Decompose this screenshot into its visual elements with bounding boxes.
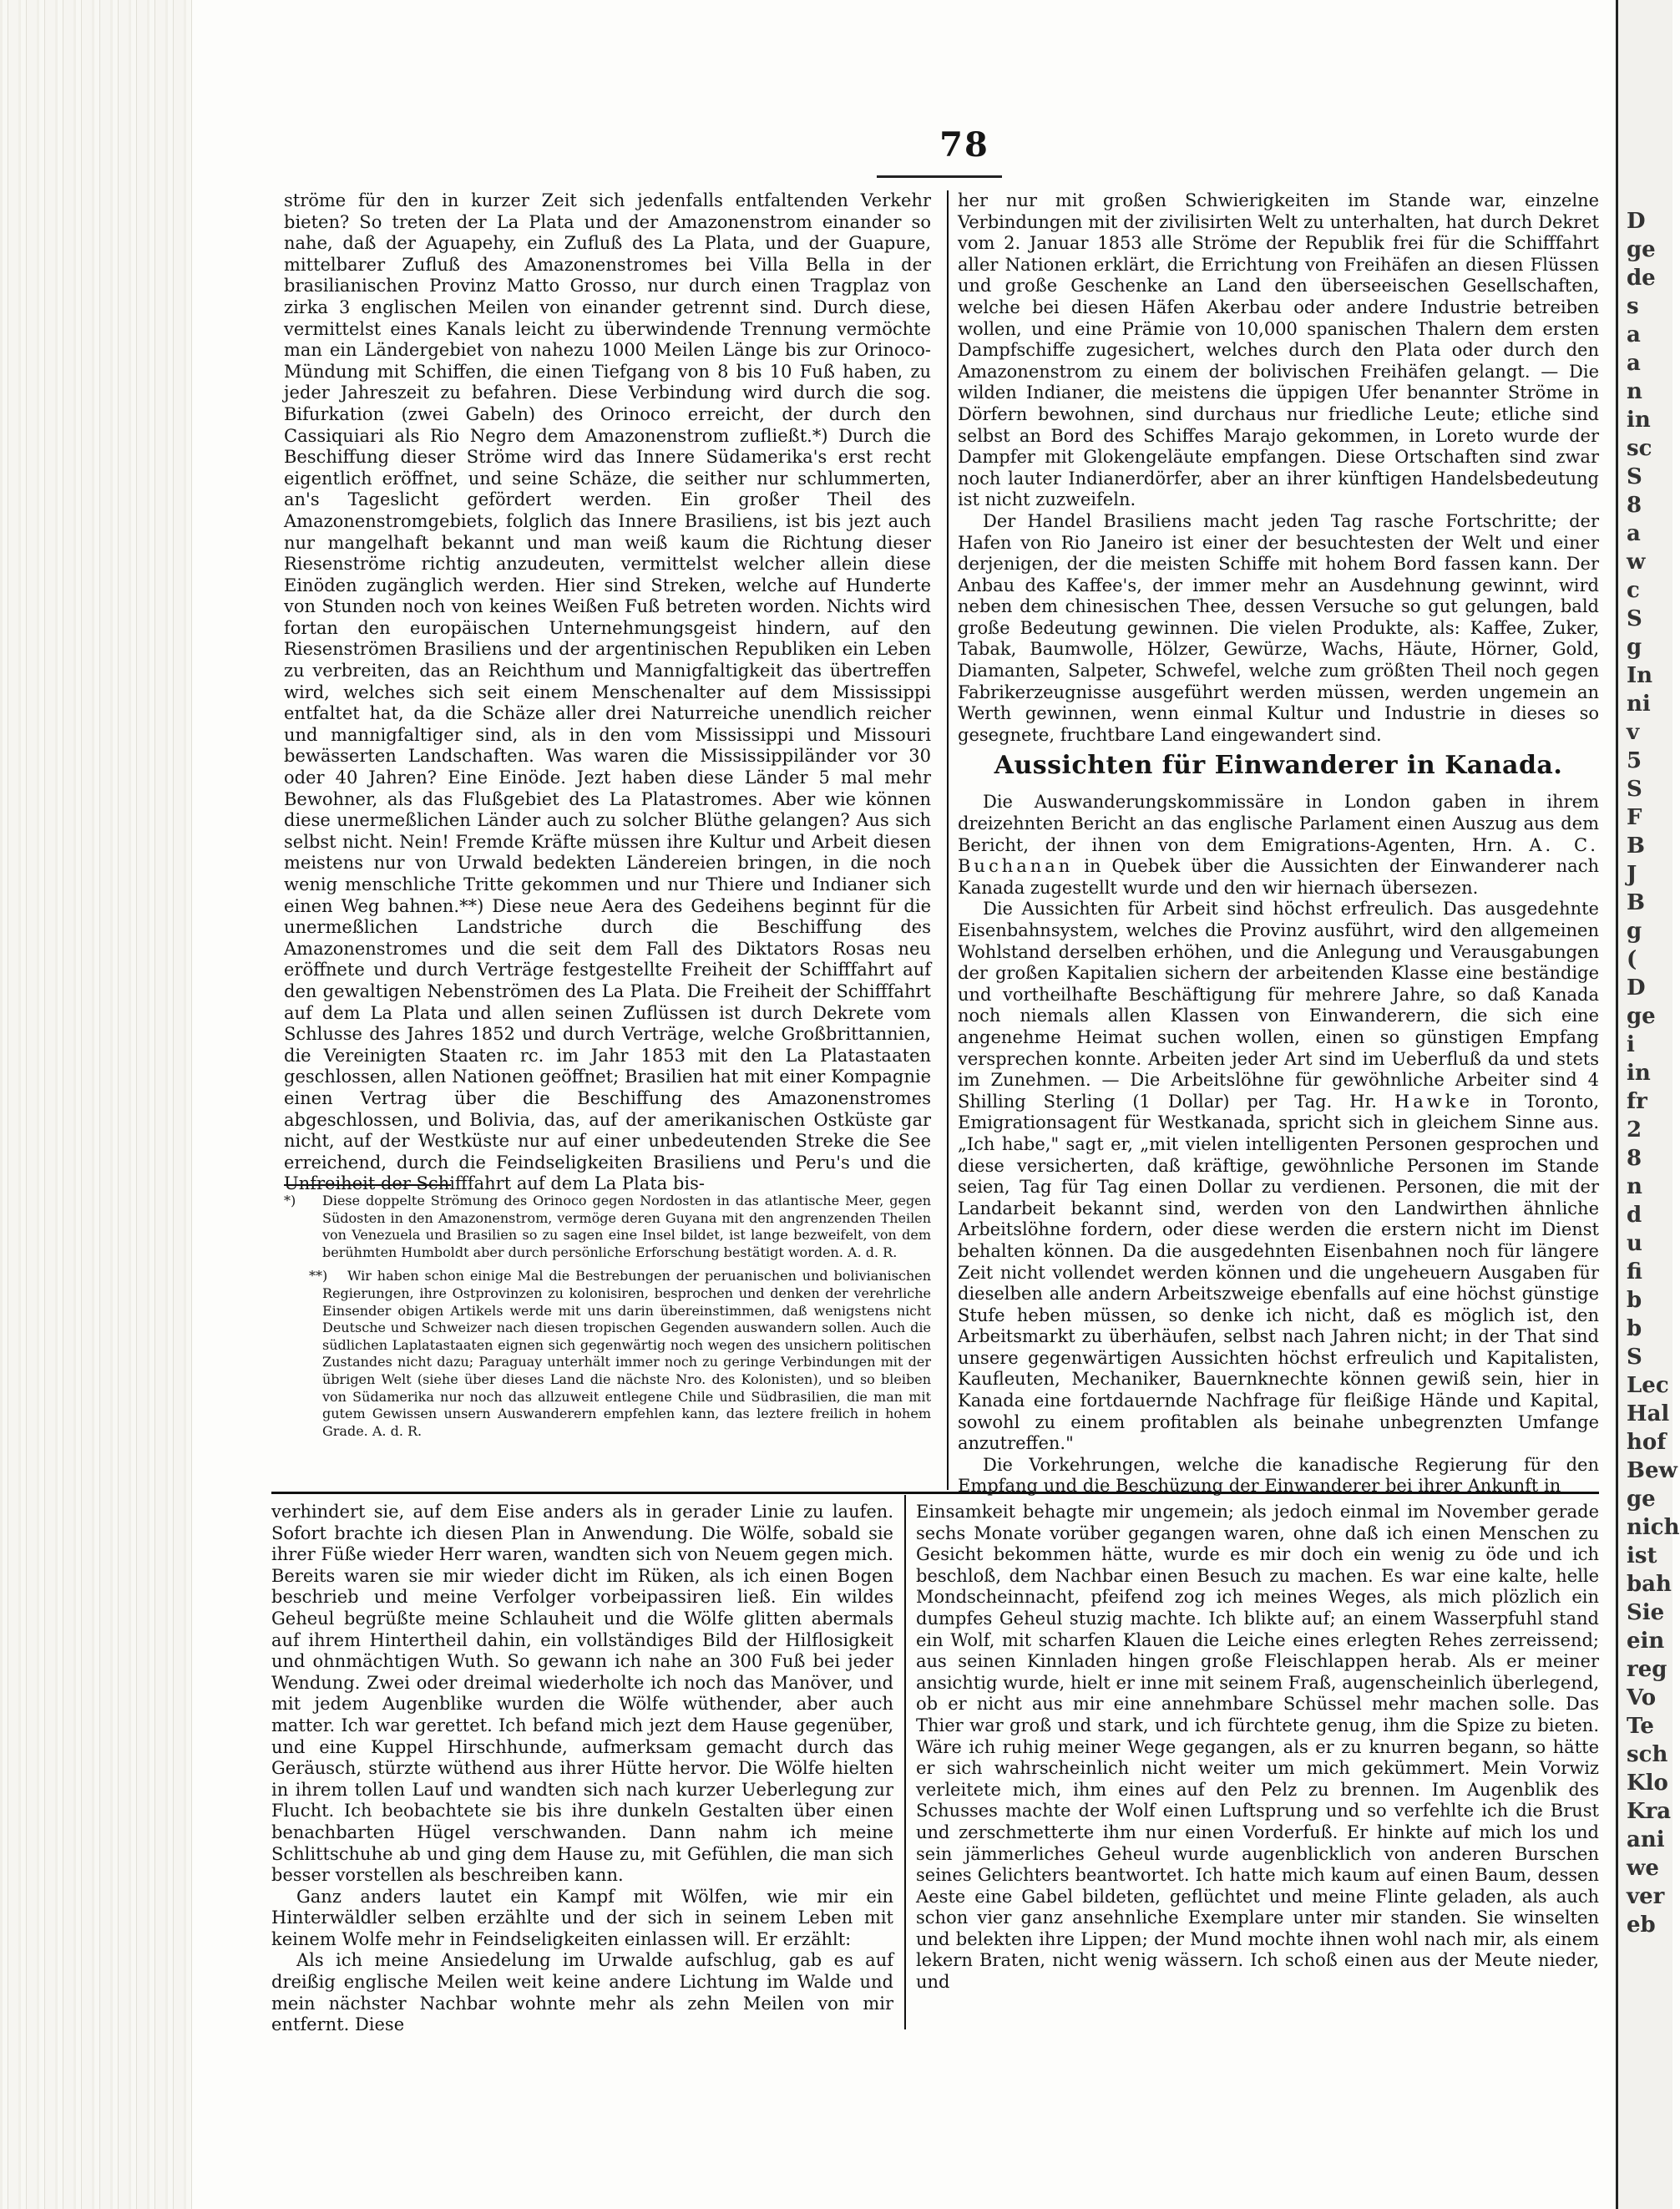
column-top-left	[284, 190, 931, 1194]
adjoining-page-fragment: S	[1627, 1345, 1642, 1370]
adjoining-page-fragment: 8	[1627, 493, 1642, 518]
adjoining-page-fragment: a	[1627, 521, 1641, 546]
page-number: 78	[939, 125, 989, 165]
adjoining-page-fragment: de	[1627, 266, 1656, 291]
adjoining-page-fragment: u	[1627, 1231, 1642, 1256]
footnote-2	[284, 1268, 931, 1440]
adjoining-page-fragment: in	[1627, 408, 1651, 433]
story-paragraph: Als ich meine Ansiedelung im Urwalde aufschlug, gab es auf dreißig englische Meilen weit keine andere Lichtung im Walde und mein nächster Nachbar wohnte mehr als zehn Meilen von mir entfernt. Diese	[271, 1950, 893, 2035]
adjoining-page-fragment: fi	[1627, 1259, 1642, 1284]
adjoining-page-fragment: ge	[1627, 1004, 1656, 1029]
adjoining-page-fragment: D	[1627, 209, 1646, 234]
adjoining-page-fragment: 2	[1627, 1117, 1642, 1142]
adjoining-page-fragment: ani	[1627, 1827, 1665, 1852]
footnote-text: Wir haben schon einige Mal die Bestrebungen der peruanischen und bolivianischen Regierungen, ihre Ostprovinzen zu kolonisiren, besprochen und denken der verehrliche Einsender obigen Artikels werde mit uns darin übereinstimmen, daß wenigstens nicht Deutsche und Schweizer nach diesen tropischen Gegenden auswandern sollen. Auch die südlichen Laplatastaaten eignen sich gegenwärtig noch wegen des unsichern politischen Zustandes nicht dazu; Paraguay unterhält immer noch zu geringe Verbindungen mit der übrigen Welt (siehe über dieses Land die nächste Nro. des Kolonisten), und so bleiben von Südamerika nur noch das allzuweit entlegene Chile und Südbrasilien, die man mit gutem Gewissen unsern Auswanderern empfehlen kann, das leztere freilich in hohem Grade. A. d. R.	[322, 1268, 931, 1439]
adjoining-page-fragment: v	[1627, 720, 1640, 745]
article-heading: Aussichten für Einwanderer in Kanada.	[994, 751, 1563, 781]
adjoining-page-fragment: n	[1627, 379, 1642, 404]
article-body-paragraph: Der Handel Brasiliens macht jeden Tag rasche Fortschritte; der Hafen von Rio Janeiro ist einer der besuchtesten der Welt und einer derjenigen, der die meisten Schiffe mit hohem Bord fassen kann. Der Anbau des Kaffee's, der immer mehr an Ausdehnung gewinnt, wird neben dem chinesischen Thee, dessen Versuche so gut gelungen, bald große Bedeutung gewinnen. Die vielen Produkte, als: Kaffee, Zuker, Tabak, Baumwolle, Hölzer, Gewürze, Wachs, Häute, Hörner, Gold, Diamanten, Salpeter, Schwefel, welche zum größten Theil noch gegen Fabrikerzeugnisse ausgeführt werden müssen, werden ungemein an Werth gewinnen, wenn einmal Kultur und Industrie in dieses so gesegnete, fruchtbare Land eingewandert sind.	[958, 510, 1599, 745]
adjoining-page-fragment: bah	[1627, 1572, 1672, 1597]
adjoining-page-fragment: B	[1627, 890, 1645, 915]
adjoining-page-fragment: (	[1627, 947, 1637, 972]
adjoining-page-fragment: Klo	[1627, 1771, 1668, 1796]
footnotes	[284, 1193, 931, 1487]
adjoining-page-fragment: S	[1627, 777, 1642, 802]
adjoining-page-fragment: reg	[1627, 1657, 1667, 1682]
adjoining-page-fragment: F	[1627, 805, 1642, 830]
adjoining-page-fragment: a	[1627, 322, 1641, 347]
adjoining-page-fragment: s	[1627, 294, 1639, 319]
adjoining-page-fragment: c	[1627, 578, 1640, 603]
adjoining-page-fragment: n	[1627, 1174, 1642, 1199]
footnote-mark: *)	[284, 1193, 296, 1208]
adjoining-page-fragment: eb	[1627, 1913, 1656, 1938]
adjoining-page-fragment: hof	[1627, 1430, 1667, 1455]
adjoining-page-fragment: w	[1627, 550, 1646, 575]
adjoining-page-fragment: 5	[1627, 748, 1642, 773]
adjoining-page-fragment: ge	[1627, 1487, 1656, 1512]
adjoining-page-fragment: ni	[1627, 692, 1651, 717]
story-paragraph: Ganz anders lautet ein Kampf mit Wölfen, wie mir ein Hinterwäldler selben erzählte und der sich in seinem Leben mit keinem Wolfe mehr in Feindseligkeiten einlassen will. Er erzählt:	[271, 1886, 893, 1949]
adjoining-page-fragment: Bew	[1627, 1458, 1677, 1483]
column-divider-top	[947, 190, 949, 1490]
column-bottom-left	[271, 1502, 893, 2035]
article-body-paragraph: Die Auswanderungskommissäre in London gaben in ihrem dreizehnten Bericht an das englische Parlament einen Auszug aus dem Bericht, der ihnen von dem Emigrations-Agenten, Hrn. A. C. Buchanan in Quebek über die Aussichten der Einwanderer nach Kanada zugestellt wurde und den wir hiernach übersezen.	[958, 792, 1599, 898]
adjoining-page-fragment: g	[1627, 635, 1642, 660]
adjoining-page-fragment: Lec	[1627, 1373, 1669, 1398]
page-right-edge	[1616, 0, 1680, 2209]
adjoining-page-fragment: ge	[1627, 237, 1656, 262]
adjoining-page-fragment: In	[1627, 663, 1653, 688]
page-number-rule	[877, 175, 1002, 178]
article-body-paragraph: ströme für den in kurzer Zeit sich jedenfalls entfaltenden Verkehr bieten? So treten der La Plata und der Amazonenstrom einander so nahe, daß der Aguapehy, ein Zufluß des La Plata, und der Guapure, mittelbarer Zufluß des Amazonenstromes bei Villa Bella in der brasilianischen Provinz Matto Grosso, nur durch einen Tragplaz von zirka 3 englischen Meilen von einander getrennt sind. Durch diese, vermittelst eines Kanals leicht zu überwindende Trennung vermöchte man ein Ländergebiet von nahezu 1000 Meilen Länge bis zur Orinoco-Mündung mit Schiffen, die einen Tiefgang von 8 bis 10 Fuß haben, zu jeder Jahreszeit zu befahren. Diese Verbindung wird durch die sog. Bifurkation (zwei Gabeln) des Orinoco erreicht, der durch den Cassiquiari als Rio Negro dem Amazonenstrom zufließt.*) Durch die Beschiffung dieser Ströme wird das Innere Südamerika's erst recht eigentlich eröffnet, und seine Schäze, die seither nur schlummerten, an's Tageslicht gefördert werden. Ein großer Theil des Amazonenstromgebiets, folglich das Innere Brasiliens, ist bis jezt auch nur mangelhaft bekannt und man weiß kaum die Richtung dieser Riesenströme richtig anzudeuten, vermittelst welcher allein diese Einöden zugänglich werden. Hier sind Streken, welche auf Hunderte von Stunden noch von keines Weißen Fuß betreten worden. Nichts wird fortan den europäischen Unternehmungsgeist hindern, auf den Riesenströmen Brasiliens und der argentinischen Republiken ein Leben zu verbreiten, das an Reichthum und Mannigfaltigkeit das übertreffen wird, welches sich seit einem Menschenalter auf dem Mississippi entfaltet hat, da die Schäze aller drei Naturreiche unendlich reicher und mannigfaltiger sind, als in den vom Mississippi und Missouri bewässerten Landschaften. Was waren die Mississippiländer vor 30 oder 40 Jahren? Eine Einöde. Jezt haben diese Länder 5 mal mehr Bewohner, als das Flußgebiet des La Platastromes. Aber wie können diese unermeßlichen Länder auch zu solcher Blüthe gelangen? Aus sich selbst nicht. Nein! Fremde Kräfte müssen ihre Kultur und Arbeit diesen meistens nur von Urwald bedekten Ländereien bringen, in die noch wenig menschliche Tritte gekommen und nur Thiere und Indianer sich einen Weg bahnen.**) Diese neue Aera des Gedeihens beginnt für die unermeßlichen Landstriche durch die Beschiffung des Amazonenstromes und die seit dem Fall des Diktators Rosas neu eröffnete und durch Verträge festgestellte Freiheit der Schifffahrt auf den gewaltigen Nebenströmen des La Plata. Die Freiheit der Schifffahrt auf dem La Plata und allen seinen Zuflüssen ist durch Dekrete vom Schlusse des Jahres 1852 und durch Verträge, welche Großbrittannien, die Vereinigten Staaten rc. im Jahr 1853 mit den La Platastaaten geschlossen, allen Nationen geöffnet; Brasilien hat mit einer Kompagnie einen Vertrag über die Beschiffung des Amazonenstromes abgeschlossen, und Bolivia, das, auf der amerikanischen Ostküste gar nicht, auf der Westküste nur auf einer unbedeutenden Streke die See erreichend, durch die Feindseligkeiten Brasiliens und Peru's und die Unfreiheit der Schifffahrt auf dem La Plata bis-	[284, 190, 931, 1194]
adjoining-page-fragment: Sie	[1627, 1600, 1665, 1625]
column-top-right	[958, 190, 1599, 1497]
article-body-paragraph: Die Vorkehrungen, welche die kanadische Regierung für den Empfang und die Beschüzung der Einwanderer bei ihrer Ankunft in	[958, 1454, 1599, 1497]
adjoining-page-fragment: a	[1627, 351, 1641, 376]
adjoining-page-fragment: sc	[1627, 436, 1652, 461]
footnote-1	[284, 1193, 931, 1261]
adjoining-page-fragment: S	[1627, 464, 1642, 489]
article-body-paragraph: Die Aussichten für Arbeit sind höchst erfreulich. Das ausgedehnte Eisenbahnsystem, welches die Provinz ausführt, wird den allgemeinen Wohlstand derselben erhöhen, und die Anlegung und Verausgabungen der großen Kapitalien sichern der arbeitenden Klasse eine beständige und vortheilhafte Beschäftigung für mehrere Jahre, so daß Kanada noch niemals allen Klassen von Einwanderern, die sich eine angenehme Heimat suchen wollen, einen so günstigen Empfang versprechen konnte. Arbeiten jeder Art sind im Ueberfluß da und stets im Zunehmen. — Die Arbeitslöhne für gewöhnliche Arbeiter sind 4 Shilling Sterling (1 Dollar) per Tag. Hr. Hawke in Toronto, Emigrationsagent für Westkanada, spricht sich in gleichem Sinne aus. „Ich habe," sagt er, „mit vielen intelligenten Personen gesprochen und diese versicherten, daß kräftige, gewöhnliche Personen im Stande seien, Tag für Tag einen Dollar zu verdienen. Personen, die mit der Landarbeit bekannt sind, werden von den Landwirthen ähnliche Arbeitslöhne fordern, oder diese werden die erstern nicht im Dienst behalten können. Da die ausgedehnten Eisenbahnen noch für längere Zeit nicht vollendet werden können und die ungeheuern Ausgaben für dieselben alle andern Arbeitszweige ebenfalls auf eine höchst günstige Stufe heben müssen, so denke ich nicht, daß es möglich ist, den Arbeitsmarkt zu überhäufen, selbst nach Jahren nicht; in der That sind unsere gegenwärtigen Aussichten höchst erfreulich und Kapitalisten, Kaufleuten, Mechaniker, Bauernknechte können gewiß sein, hier in Kanada eine fortdauernde Nachfrage für fleißige Hände und Kapital, sowohl zu einem profitablen als beinahe unbegrenzten Umfange anzutreffen."	[958, 899, 1599, 1454]
adjoining-page-fragment: nich	[1627, 1515, 1680, 1540]
adjoining-page-fragment: Hal	[1627, 1401, 1670, 1426]
adjoining-page-fragment: D	[1627, 975, 1646, 1001]
adjoining-page-fragment: ein	[1627, 1629, 1665, 1654]
person-name: A. C. Buchanan	[958, 834, 1599, 877]
footnote-text: Diese doppelte Strömung des Orinoco gegen Nordosten in das atlantische Meer, gegen Südosten in den Amazonenstrom, vermöge deren Guyana mit den angrenzenden Theilen von Venezuela und Brasilien so zu sagen eine Insel bildet, ist lange bezweifelt, von dem berühmten Humboldt aber durch persönliche Erforschung bestätigt worden. A. d. R.	[322, 1193, 931, 1260]
adjoining-page-fragment: d	[1627, 1203, 1642, 1228]
column-divider-bottom	[904, 1495, 906, 2029]
adjoining-page-fragment: b	[1627, 1316, 1642, 1341]
story-paragraph: verhindert sie, auf dem Eise anders als in gerader Linie zu laufen. Sofort brachte ich diesen Plan in Anwendung. Die Wölfe, sobald sie ihrer Füße wieder Herr waren, wandten sich von Neuem gegen mich. Bereits waren sie mir wieder dicht im Rüken, als ich einen Bogen beschrieb und meine Verfolger vorbeipassiren ließ. Ein wildes Geheul begrüßte meine Schlauheit und die Wölfe glitten abermals auf ihrem Hintertheil dahin, ein vollständiges Bild der Hilflosigkeit und ohnmächtigen Wuth. So gewann ich nahe an 300 Fuß bei jeder Wendung. Zwei oder dreimal wiederholte ich noch das Manöver, und mit jedem Augenblike wurden die Wölfe wüthender, aber auch matter. Ich war gerettet. Ich befand mich jezt dem Hause gegenüber, und eine Kuppel Hirschhunde, aufmerksam gemacht durch das Geräusch, stürzte wüthend aus ihrer Hütte hervor. Die Wölfe hielten in ihrem tollen Lauf und wandten sich nach kurzer Ueberlegung zur Flucht. Ich beobachtete sie bis ihre dunkeln Gestalten über einen benachbarten Hügel verschwanden. Dann nahm ich meine Schlittschuhe ab und ging dem Hause zu, mit Gefühlen, die man sich besser vorstellen als beschreiben kann.	[271, 1502, 893, 1886]
adjoining-page-fragment: Te	[1627, 1714, 1654, 1739]
adjoining-page-fragment: b	[1627, 1288, 1642, 1313]
adjoining-page-fragment: ist	[1627, 1543, 1657, 1568]
adjoining-page-fragment: ver	[1627, 1884, 1665, 1909]
adjoining-page-fragment: Kra	[1627, 1799, 1672, 1824]
article-body-paragraph: her nur mit großen Schwierigkeiten im Stande war, einzelne Verbindungen mit der zivilisirten Welt zu unterhalten, hat durch Dekret vom 2. Januar 1853 alle Ströme der Republik frei für die Schifffahrt aller Nationen erklärt, die Errichtung von Freihäfen an diesen Flüssen und große Geschenke an Land den überseeischen Gesellschaften, welche bei diesen Häfen Akerbau oder andere Industrie betreiben wollen, und eine Prämie von 10,000 spanischen Thalern dem ersten Dampfschiffe zugesichert, welches durch den Plata oder durch den Amazonenstrom zu einem der bolivischen Freihäfen gelangt. — Die wilden Indianer, die meistens die üppigen Ufer benannter Ströme in Dörfern bewohnen, sind durchaus nur friedliche Leute; etliche sind selbst an Bord des Schiffes Marajo gekommen, in Loreto wurde der Dampfer mit Glokengeläute empfangen. Diese Ortschaften sind zwar noch lauter Indianerdörfer, aber an ihrer künftigen Handelsbedeutung ist nicht zuzweifeln.	[958, 190, 1599, 510]
page-left-edge	[0, 0, 192, 2209]
adjoining-page-fragment: g	[1627, 919, 1642, 944]
footnote-mark: **)	[309, 1268, 328, 1284]
person-name: Hawke	[1394, 1091, 1473, 1112]
adjoining-page-fragment: S	[1627, 606, 1642, 631]
adjoining-page-fragment: i	[1627, 1032, 1635, 1057]
adjoining-page-fragment: in	[1627, 1061, 1651, 1086]
adjoining-page-fragment: sch	[1627, 1742, 1668, 1767]
adjoining-page-fragment: Vo	[1627, 1685, 1657, 1710]
column-bottom-right	[916, 1502, 1599, 2029]
story-paragraph: Einsamkeit behagte mir ungemein; als jedoch einmal im November gerade sechs Monate vorüber gegangen waren, ohne daß ich einen Menschen zu Gesicht bekommen hätte, wurde es mir doch ein wenig zu öde und ich beschloß, dem Nachbar einen Besuch zu machen. Es war eine kalte, helle Mondscheinnacht, pfeifend zog ich meines Weges, als mich plözlich ein dumpfes Geheul stuzig machte. Ich blikte auf; an einem Wasserpfuhl stand ein Wolf, mit scharfen Klauen die Leiche eines erlegten Rehes zerreissend; aus seinen Kinnladen hingen große Fleischlappen herab. Als er meiner ansichtig wurde, hielt er inne mit seinem Fraß, augenscheinlich überlegend, ob er nicht aus mir eine annehmbare Schüssel mehr machen solle. Das Thier war groß und stark, und ich fürchtete genug, ihm die Spize zu bieten. Wäre ich ruhig meiner Wege gegangen, als er zu knurren begann, so hätte er sich wahrscheinlich nicht weiter um mich gekümmert. Mein Vorwiz verleitete mich, ihm eines auf den Pelz zu brennen. Im Augenblik des Schusses machte der Wolf einen Luftsprung und so verfehlte ich die Brust und zerschmetterte ihm nur einen Vorderfuß. Er hinkte auf mich los und sein jämmerliches Geheul wurde augenblicklich von anderen Burschen seines Gelichters beantwortet. Ich hatte mich kaum auf einen Baum, dessen Aeste eine Gabel bildeten, geflüchtet und meine Flinte geladen, als auch schon vier ganz ansehnliche Exemplare unter mir standen. Sie winselten und belekten ihre Lippen; der Mund mochte ihnen wohl nach mir, als einem lekern Braten, nicht wenig wässern. Ich schoß einen aus der Meute nieder, und	[916, 1502, 1599, 1993]
adjoining-page-fragment: J	[1627, 862, 1637, 887]
adjoining-page-fragment: fr	[1627, 1089, 1647, 1114]
adjoining-page-fragment: 8	[1627, 1146, 1642, 1171]
adjoining-page-fragment: we	[1627, 1856, 1659, 1881]
adjoining-page-fragment: B	[1627, 833, 1645, 859]
